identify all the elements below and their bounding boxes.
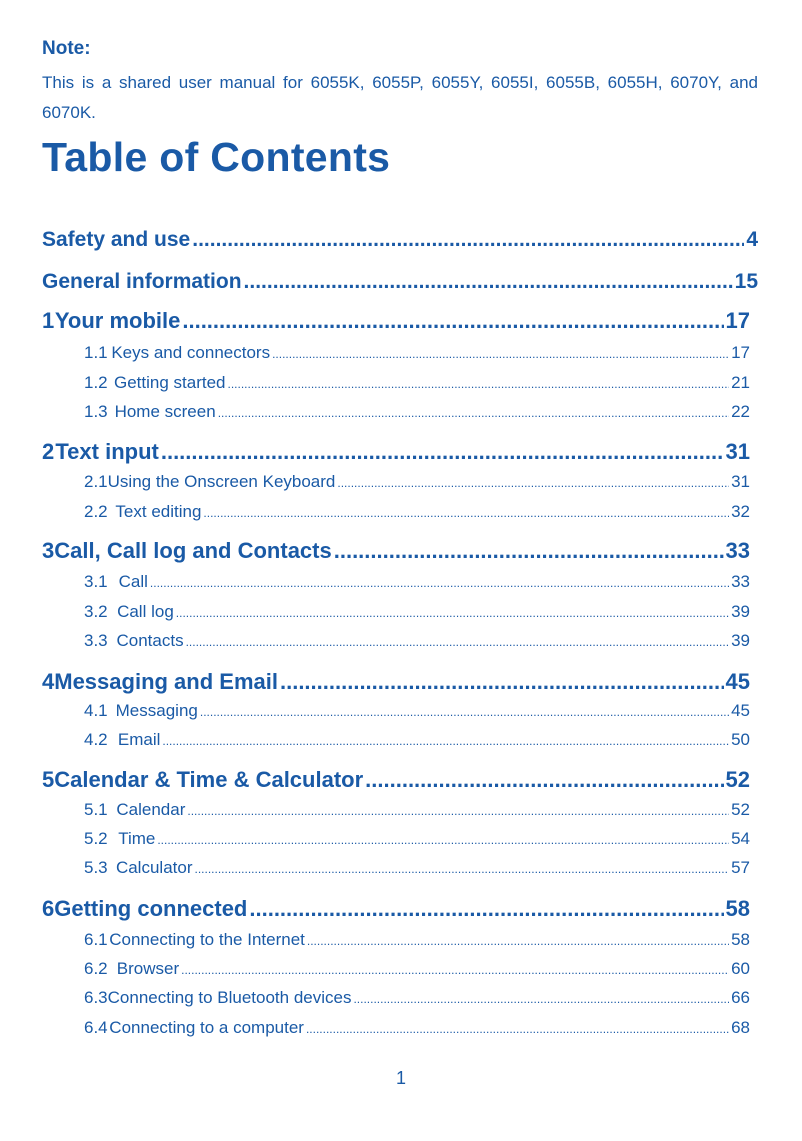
toc-entry-label: Keys and connectors bbox=[111, 343, 271, 362]
toc-leader-dots bbox=[307, 930, 729, 950]
toc-section-2[interactable] bbox=[42, 439, 750, 465]
toc-entry-label: Messaging bbox=[115, 701, 198, 720]
toc-subsection-6-3[interactable] bbox=[84, 988, 750, 1008]
toc-subsection-number: 1.1 bbox=[84, 343, 108, 362]
toc-section-5[interactable] bbox=[42, 767, 750, 793]
toc-subsection-1-3[interactable] bbox=[84, 402, 750, 422]
toc-section-6[interactable] bbox=[42, 896, 750, 922]
toc-subsection-number: 5.1 bbox=[84, 800, 108, 819]
toc-page-number: 52 bbox=[731, 800, 750, 819]
toc-subsection-3-1[interactable] bbox=[84, 572, 750, 592]
toc-leader-dots bbox=[161, 439, 724, 465]
toc-leader-dots bbox=[249, 896, 723, 922]
toc-subsection-3-2[interactable] bbox=[84, 602, 750, 622]
toc-subsection-number: 6.1 bbox=[84, 930, 108, 949]
toc-subsection-number: 5.2 bbox=[84, 829, 108, 848]
toc-entry-label: Home screen bbox=[114, 402, 216, 421]
toc-leader-dots bbox=[192, 228, 744, 252]
toc-page-number: 45 bbox=[725, 669, 750, 694]
toc-leader-dots bbox=[150, 572, 729, 592]
toc-entry-label: Email bbox=[117, 730, 161, 749]
toc-entry-label: Your mobile bbox=[54, 308, 181, 333]
toc-page-number: 33 bbox=[725, 538, 750, 563]
toc-page-number: 22 bbox=[731, 402, 750, 421]
toc-leader-dots bbox=[334, 538, 724, 564]
toc-leader-dots bbox=[186, 631, 729, 651]
toc-leader-dots bbox=[182, 308, 723, 334]
toc-leader-dots bbox=[228, 373, 730, 393]
toc-leader-dots bbox=[181, 959, 729, 979]
toc-subsection-number: 6.4 bbox=[84, 1018, 108, 1037]
toc-page-number: 17 bbox=[731, 343, 750, 362]
toc-entry-label: Call, Call log and Contacts bbox=[54, 538, 332, 563]
toc-page-number: 31 bbox=[731, 472, 750, 491]
toc-page-number: 66 bbox=[731, 988, 750, 1007]
toc-entry-label: Time bbox=[118, 829, 156, 848]
toc-subsection-number: 6.3 bbox=[84, 988, 108, 1007]
toc-section-3[interactable] bbox=[42, 538, 750, 564]
toc-page-number: 50 bbox=[731, 730, 750, 749]
toc-leader-dots bbox=[353, 988, 729, 1008]
toc-entry-label: Getting started bbox=[113, 373, 226, 392]
toc-section-number: 3 bbox=[42, 538, 55, 563]
toc-subsection-number: 3.2 bbox=[84, 602, 108, 621]
toc-leader-dots bbox=[162, 730, 729, 750]
toc-subsection-6-4[interactable] bbox=[84, 1018, 750, 1038]
toc-entry-label: General information bbox=[42, 270, 242, 293]
toc-subsection-5-1[interactable] bbox=[84, 800, 750, 820]
toc-page-number: 54 bbox=[731, 829, 750, 848]
toc-page-number: 58 bbox=[725, 896, 750, 921]
toc-leader-dots bbox=[218, 402, 729, 422]
toc-subsection-number: 3.1 bbox=[84, 572, 108, 591]
toc-page-number: 39 bbox=[731, 602, 750, 621]
toc-page-number: 57 bbox=[731, 858, 750, 877]
toc-entry-label: Contacts bbox=[116, 631, 184, 650]
toc-leader-dots bbox=[280, 669, 724, 695]
toc-subsection-5-3[interactable] bbox=[84, 858, 750, 878]
toc-subsection-4-2[interactable] bbox=[84, 730, 750, 750]
toc-subsection-3-3[interactable] bbox=[84, 631, 750, 651]
toc-entry-safety[interactable] bbox=[42, 228, 758, 252]
toc-page-number: 15 bbox=[734, 270, 758, 293]
toc-leader-dots bbox=[187, 800, 729, 820]
toc-entry-label: Using the Onscreen Keyboard bbox=[107, 472, 336, 491]
toc-page-number: 52 bbox=[725, 767, 750, 792]
toc-subsection-number: 2.2 bbox=[84, 502, 108, 521]
toc-leader-dots bbox=[244, 270, 733, 294]
toc-subsection-2-1[interactable] bbox=[84, 472, 750, 492]
toc-entry-label: Messaging and Email bbox=[54, 669, 278, 694]
toc-subsection-5-2[interactable] bbox=[84, 829, 750, 849]
toc-subsection-4-1[interactable] bbox=[84, 701, 750, 721]
toc-leader-dots bbox=[272, 343, 729, 363]
toc-page-number: 33 bbox=[731, 572, 750, 591]
toc-entry-label: Safety and use bbox=[42, 228, 191, 251]
toc-page-number: 17 bbox=[725, 308, 750, 333]
toc-entry-label: Call bbox=[118, 572, 148, 591]
toc-subsection-number: 1.2 bbox=[84, 373, 108, 392]
toc-subsection-number: 6.2 bbox=[84, 959, 108, 978]
toc-subsection-1-2[interactable] bbox=[84, 373, 750, 393]
toc-entry-label: Getting connected bbox=[54, 896, 248, 921]
toc-page-number: 32 bbox=[731, 502, 750, 521]
note-label: Note: bbox=[42, 38, 91, 59]
toc-leader-dots bbox=[157, 829, 729, 849]
toc-page-number: 45 bbox=[731, 701, 750, 720]
toc-page-number: 68 bbox=[731, 1018, 750, 1037]
toc-leader-dots bbox=[306, 1018, 729, 1038]
page-number-footer: 1 bbox=[395, 1068, 406, 1088]
toc-subsection-number: 1.3 bbox=[84, 402, 108, 421]
page-title: Table of Contents bbox=[42, 134, 391, 180]
toc-subsection-number: 4.2 bbox=[84, 730, 108, 749]
toc-leader-dots bbox=[337, 472, 729, 492]
toc-page-number: 60 bbox=[731, 959, 750, 978]
toc-entry-label: Calendar bbox=[116, 800, 186, 819]
toc-entry-label: Text editing bbox=[115, 502, 202, 521]
toc-entry-label: Browser bbox=[116, 959, 180, 978]
toc-page-number: 4 bbox=[746, 228, 758, 251]
toc-entry-label: Calendar & Time & Calculator bbox=[54, 767, 364, 792]
toc-section-4[interactable] bbox=[42, 669, 750, 695]
toc-section-number: 2 bbox=[42, 439, 55, 464]
toc-leader-dots bbox=[176, 602, 729, 622]
toc-subsection-1-1[interactable] bbox=[84, 343, 750, 363]
toc-page-number: 31 bbox=[725, 439, 750, 464]
toc-leader-dots bbox=[195, 858, 730, 878]
toc-entry-label: Connecting to a computer bbox=[109, 1018, 304, 1037]
toc-section-number: 1 bbox=[42, 308, 55, 333]
toc-subsection-number: 4.1 bbox=[84, 701, 108, 720]
toc-entry-label: Calculator bbox=[115, 858, 193, 877]
toc-entry-general-information[interactable] bbox=[42, 270, 758, 294]
toc-entry-label: Call log bbox=[117, 602, 174, 621]
toc-entry-label: Connecting to the Internet bbox=[109, 930, 305, 949]
toc-subsection-6-1[interactable] bbox=[84, 930, 750, 950]
toc-subsection-number: 3.3 bbox=[84, 631, 108, 650]
toc-leader-dots bbox=[200, 701, 729, 721]
toc-section-number: 4 bbox=[42, 669, 55, 694]
toc-page-number: 58 bbox=[731, 930, 750, 949]
toc-leader-dots bbox=[203, 502, 729, 522]
toc-entry-label: Text input bbox=[55, 439, 159, 464]
toc-entry-label: Connecting to Bluetooth devices bbox=[107, 988, 352, 1007]
toc-subsection-number: 2.1 bbox=[84, 472, 108, 491]
toc-page-number: 39 bbox=[731, 631, 750, 650]
toc-page-number: 21 bbox=[731, 373, 750, 392]
note-text: This is a shared user manual for 6055K, 6055P, 6055Y, 6055I, 6055B, 6055H, 6070Y, and 6070K. bbox=[42, 73, 758, 122]
toc-subsection-2-2[interactable] bbox=[84, 502, 750, 522]
toc-section-1[interactable] bbox=[42, 308, 750, 334]
toc-subsection-6-2[interactable] bbox=[84, 959, 750, 979]
toc-section-number: 6 bbox=[42, 896, 55, 921]
toc-leader-dots bbox=[365, 767, 723, 793]
toc-section-number: 5 bbox=[42, 767, 55, 792]
toc-subsection-number: 5.3 bbox=[84, 858, 108, 877]
